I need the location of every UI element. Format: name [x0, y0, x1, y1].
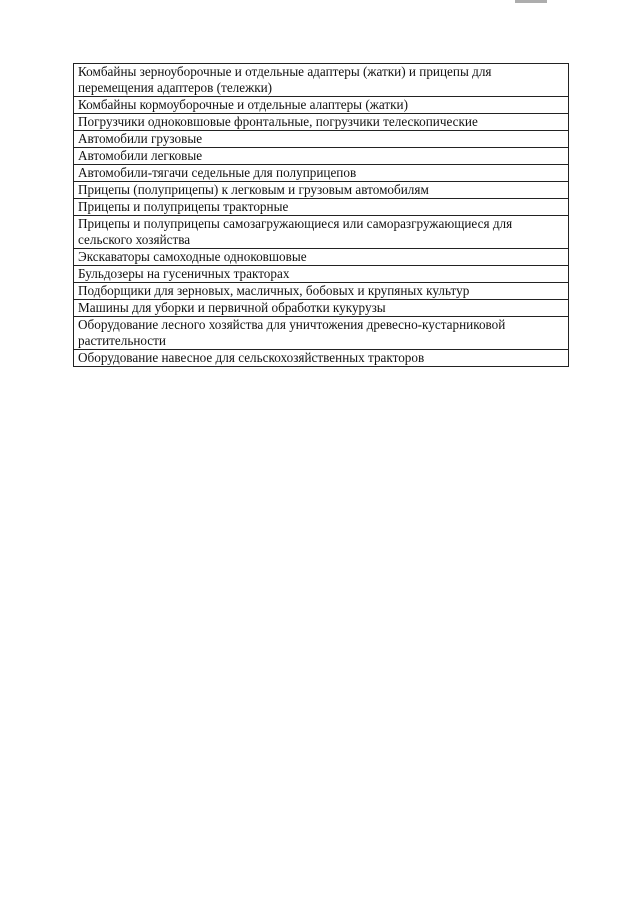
- table-row: [74, 283, 569, 300]
- table-cell: Автомобили-тягачи седельные для полуприцепов: [74, 165, 569, 182]
- table-row: [74, 64, 569, 97]
- table-cell: Автомобили грузовые: [74, 131, 569, 148]
- table-cell: Оборудование навесное для сельскохозяйственных тракторов: [74, 350, 569, 367]
- table-row: [74, 216, 569, 249]
- table-cell: Бульдозеры на гусеничных тракторах: [74, 266, 569, 283]
- table-cell: Экскаваторы самоходные одноковшовые: [74, 249, 569, 266]
- table-row: [74, 266, 569, 283]
- table-row: [74, 97, 569, 114]
- machinery-table: [73, 63, 569, 367]
- table-row: [74, 182, 569, 199]
- table-row: [74, 131, 569, 148]
- scan-artifact: [515, 0, 547, 3]
- table-cell: Автомобили легковые: [74, 148, 569, 165]
- table-row: [74, 199, 569, 216]
- table-cell: Машины для уборки и первичной обработки кукурузы: [74, 300, 569, 317]
- table-cell: Прицепы (полуприцепы) к легковым и грузовым автомобилям: [74, 182, 569, 199]
- table-cell: Подборщики для зерновых, масличных, бобовых и крупяных культур: [74, 283, 569, 300]
- table-row: [74, 317, 569, 350]
- table-cell: Комбайны зерноуборочные и отдельные адаптеры (жатки) и прицепы для перемещения адаптеров (тележки): [74, 64, 569, 97]
- table-row: [74, 249, 569, 266]
- table-cell: Прицепы и полуприцепы самозагружающиеся или саморазгружающиеся для сельского хозяйства: [74, 216, 569, 249]
- table-row: [74, 165, 569, 182]
- table-row: [74, 148, 569, 165]
- table-row: [74, 114, 569, 131]
- table-cell: Комбайны кормоуборочные и отдельные алаптеры (жатки): [74, 97, 569, 114]
- table-cell: Погрузчики одноковшовые фронтальные, погрузчики телескопические: [74, 114, 569, 131]
- table-row: [74, 350, 569, 367]
- table-cell: Оборудование лесного хозяйства для уничтожения древесно-кустарниковой растительности: [74, 317, 569, 350]
- table-row: [74, 300, 569, 317]
- table-cell: Прицепы и полуприцепы тракторные: [74, 199, 569, 216]
